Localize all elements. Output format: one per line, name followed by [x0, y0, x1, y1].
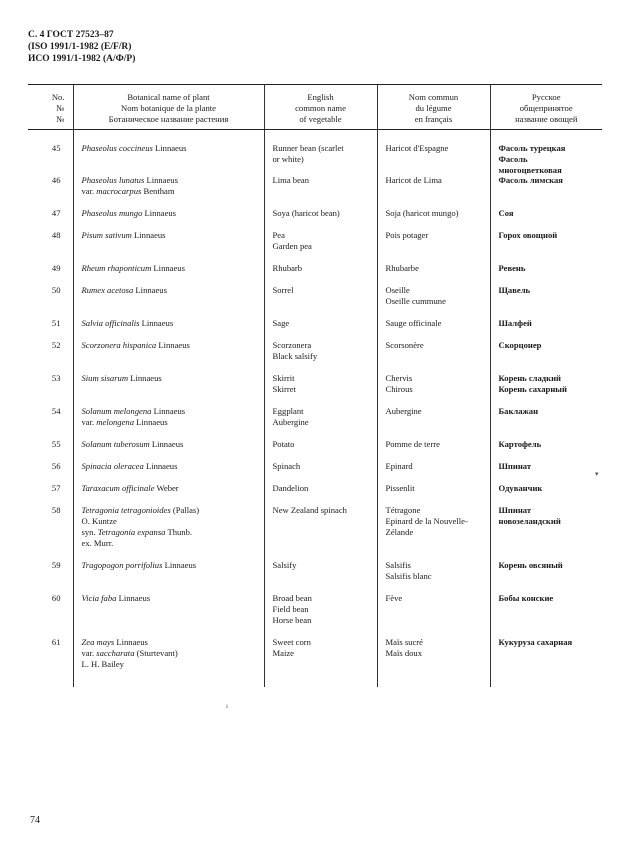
russian-name: Щавель	[490, 285, 602, 318]
french-name: Scorsonère	[377, 340, 490, 373]
french-name: Fève	[377, 593, 490, 637]
botanical-name: Tetragonia tetragonioides (Pallas) O. Kuntze syn. Tetragonia expansa Thunb. ex. Murr.	[73, 505, 264, 560]
english-name: Sage	[264, 318, 377, 340]
table-row	[28, 593, 602, 637]
russian-name: Баклажан	[490, 406, 602, 439]
french-name: Soja (haricot mungo)	[377, 208, 490, 230]
russian-name: Одуванчик	[490, 483, 602, 505]
botanical-name: Salvia officinalis Linnaeus	[73, 318, 264, 340]
row-number: 60	[51, 593, 61, 604]
russian-name: Фасоль турецкая Фасоль многоцветковая	[490, 130, 602, 176]
row-number: 61	[51, 637, 61, 648]
french-name: Chervis Chirous	[377, 373, 490, 406]
russian-name: Ревень	[490, 263, 602, 285]
row-number: 47	[51, 208, 61, 219]
table-row	[28, 373, 602, 406]
botanical-name: Zea mays Linnaeus var. saccharata (Sturtevant) L. H. Bailey	[73, 637, 264, 687]
english-name: Rhubarb	[264, 263, 377, 285]
table-row	[28, 505, 602, 560]
scan-mark: ı	[226, 702, 228, 710]
table-row	[28, 340, 602, 373]
table-row	[28, 318, 602, 340]
row-number: 46	[51, 175, 61, 186]
botanical-name: Phaseolus lunatus Linnaeus var. macrocarpus Bentham	[73, 175, 264, 208]
english-name: Pea Garden pea	[264, 230, 377, 263]
russian-name: Шалфей	[490, 318, 602, 340]
vegetable-names-table	[28, 84, 602, 687]
row-number: 51	[51, 318, 61, 329]
botanical-name: Phaseolus mungo Linnaeus	[73, 208, 264, 230]
botanical-name: Phaseolus coccineus Linnaeus	[73, 130, 264, 176]
english-name: Spinach	[264, 461, 377, 483]
russian-name: Скорцонер	[490, 340, 602, 373]
col-header-english: English common name of vegetable	[264, 85, 377, 130]
table-row	[28, 439, 602, 461]
russian-name: Шпинат	[490, 461, 602, 483]
french-name: Rhubarbe	[377, 263, 490, 285]
english-name: Potato	[264, 439, 377, 461]
botanical-name: Spinacia oleracea Linnaeus	[73, 461, 264, 483]
botanical-name: Rheum rhaponticum Linnaeus	[73, 263, 264, 285]
row-number: 59	[51, 560, 61, 571]
header-line-2: (ISO 1991/1-1982 (E/F/R)	[28, 42, 132, 52]
table-row	[28, 406, 602, 439]
row-number: 54	[51, 406, 61, 417]
english-name: Scorzonera Black salsify	[264, 340, 377, 373]
russian-name: Бобы конские	[490, 593, 602, 637]
english-name: Sorrel	[264, 285, 377, 318]
french-name: Pomme de terre	[377, 439, 490, 461]
botanical-name: Tragopogon porrifolius Linnaeus	[73, 560, 264, 593]
russian-name: Соя	[490, 208, 602, 230]
russian-name: Корень овсяный	[490, 560, 602, 593]
russian-name: Корень сладкий Корень сахарный	[490, 373, 602, 406]
row-number: 56	[51, 461, 61, 472]
table-row	[28, 175, 602, 208]
english-name: Salsify	[264, 560, 377, 593]
botanical-name: Solanum melongena Linnaeus var. melongena Linnaeus	[73, 406, 264, 439]
table-body	[28, 130, 602, 688]
french-name: Epinard	[377, 461, 490, 483]
russian-name: Горох овощной	[490, 230, 602, 263]
row-number: 48	[51, 230, 61, 241]
russian-name: Картофель	[490, 439, 602, 461]
french-name: Pissenlit	[377, 483, 490, 505]
row-number: 55	[51, 439, 61, 450]
table-row	[28, 263, 602, 285]
table-header-row	[28, 85, 602, 130]
french-name: Aubergine	[377, 406, 490, 439]
english-name: Soya (haricot bean)	[264, 208, 377, 230]
table-row	[28, 208, 602, 230]
russian-name: Фасоль лимская	[490, 175, 602, 208]
french-name: Maïs sucré Maïs doux	[377, 637, 490, 687]
english-name: Dandelion	[264, 483, 377, 505]
english-name: Skirrit Skirret	[264, 373, 377, 406]
row-number: 57	[51, 483, 61, 494]
english-name: Sweet corn Maize	[264, 637, 377, 687]
french-name: Tétragone Epinard de la Nouvelle- Zélande	[377, 505, 490, 560]
row-number: 50	[51, 285, 61, 296]
header-line-3: ИСО 1991/1-1982 (А/Ф/Р)	[28, 54, 136, 64]
english-name: Lima bean	[264, 175, 377, 208]
botanical-name: Vicia faba Linnaeus	[73, 593, 264, 637]
russian-name: Кукуруза сахарная	[490, 637, 602, 687]
botanical-name: Rumex acetosa Linnaeus	[73, 285, 264, 318]
col-header-russian: Русское общепринятое название овощей	[490, 85, 602, 130]
french-name: Haricot de Lima	[377, 175, 490, 208]
header-line-1: С. 4 ГОСТ 27523–87	[28, 30, 114, 40]
table-row	[28, 285, 602, 318]
table-row	[28, 560, 602, 593]
row-number: 53	[51, 373, 61, 384]
botanical-name: Taraxacum officinale Weber	[73, 483, 264, 505]
row-number: 52	[51, 340, 61, 351]
col-header-no: No. № №	[28, 85, 73, 130]
french-name: Pois potager	[377, 230, 490, 263]
row-number: 49	[51, 263, 61, 274]
row-number: 45	[51, 143, 61, 153]
table-row	[28, 483, 602, 505]
table-row	[28, 230, 602, 263]
col-header-french: Nom commun du légume en français	[377, 85, 490, 130]
english-name: New Zealand spinach	[264, 505, 377, 560]
page-header	[28, 29, 135, 65]
page-number: 74	[30, 815, 40, 826]
botanical-name: Scorzonera hispanica Linnaeus	[73, 340, 264, 373]
row-number: 58	[51, 505, 61, 516]
botanical-name: Pisum sativum Linnaeus	[73, 230, 264, 263]
botanical-name: Sium sisarum Linnaeus	[73, 373, 264, 406]
col-header-botanical: Botanical name of plant Nom botanique de la plante Ботаническое название растения	[73, 85, 264, 130]
french-name: Sauge officinale	[377, 318, 490, 340]
english-name: Runner bean (scarlet or white)	[264, 130, 377, 176]
english-name: Broad bean Field bean Horse bean	[264, 593, 377, 637]
english-name: Eggplant Aubergine	[264, 406, 377, 439]
french-name: Salsifis Salsifis blanc	[377, 560, 490, 593]
table-row	[28, 461, 602, 483]
table-row	[28, 130, 602, 176]
botanical-name: Solanum tuberosum Linnaeus	[73, 439, 264, 461]
scan-mark: ▾	[595, 470, 599, 478]
table-row	[28, 637, 602, 687]
french-name: Oseille Oseille cummune	[377, 285, 490, 318]
russian-name: Шпинат новозеландский	[490, 505, 602, 560]
french-name: Haricot d'Espagne	[377, 130, 490, 176]
